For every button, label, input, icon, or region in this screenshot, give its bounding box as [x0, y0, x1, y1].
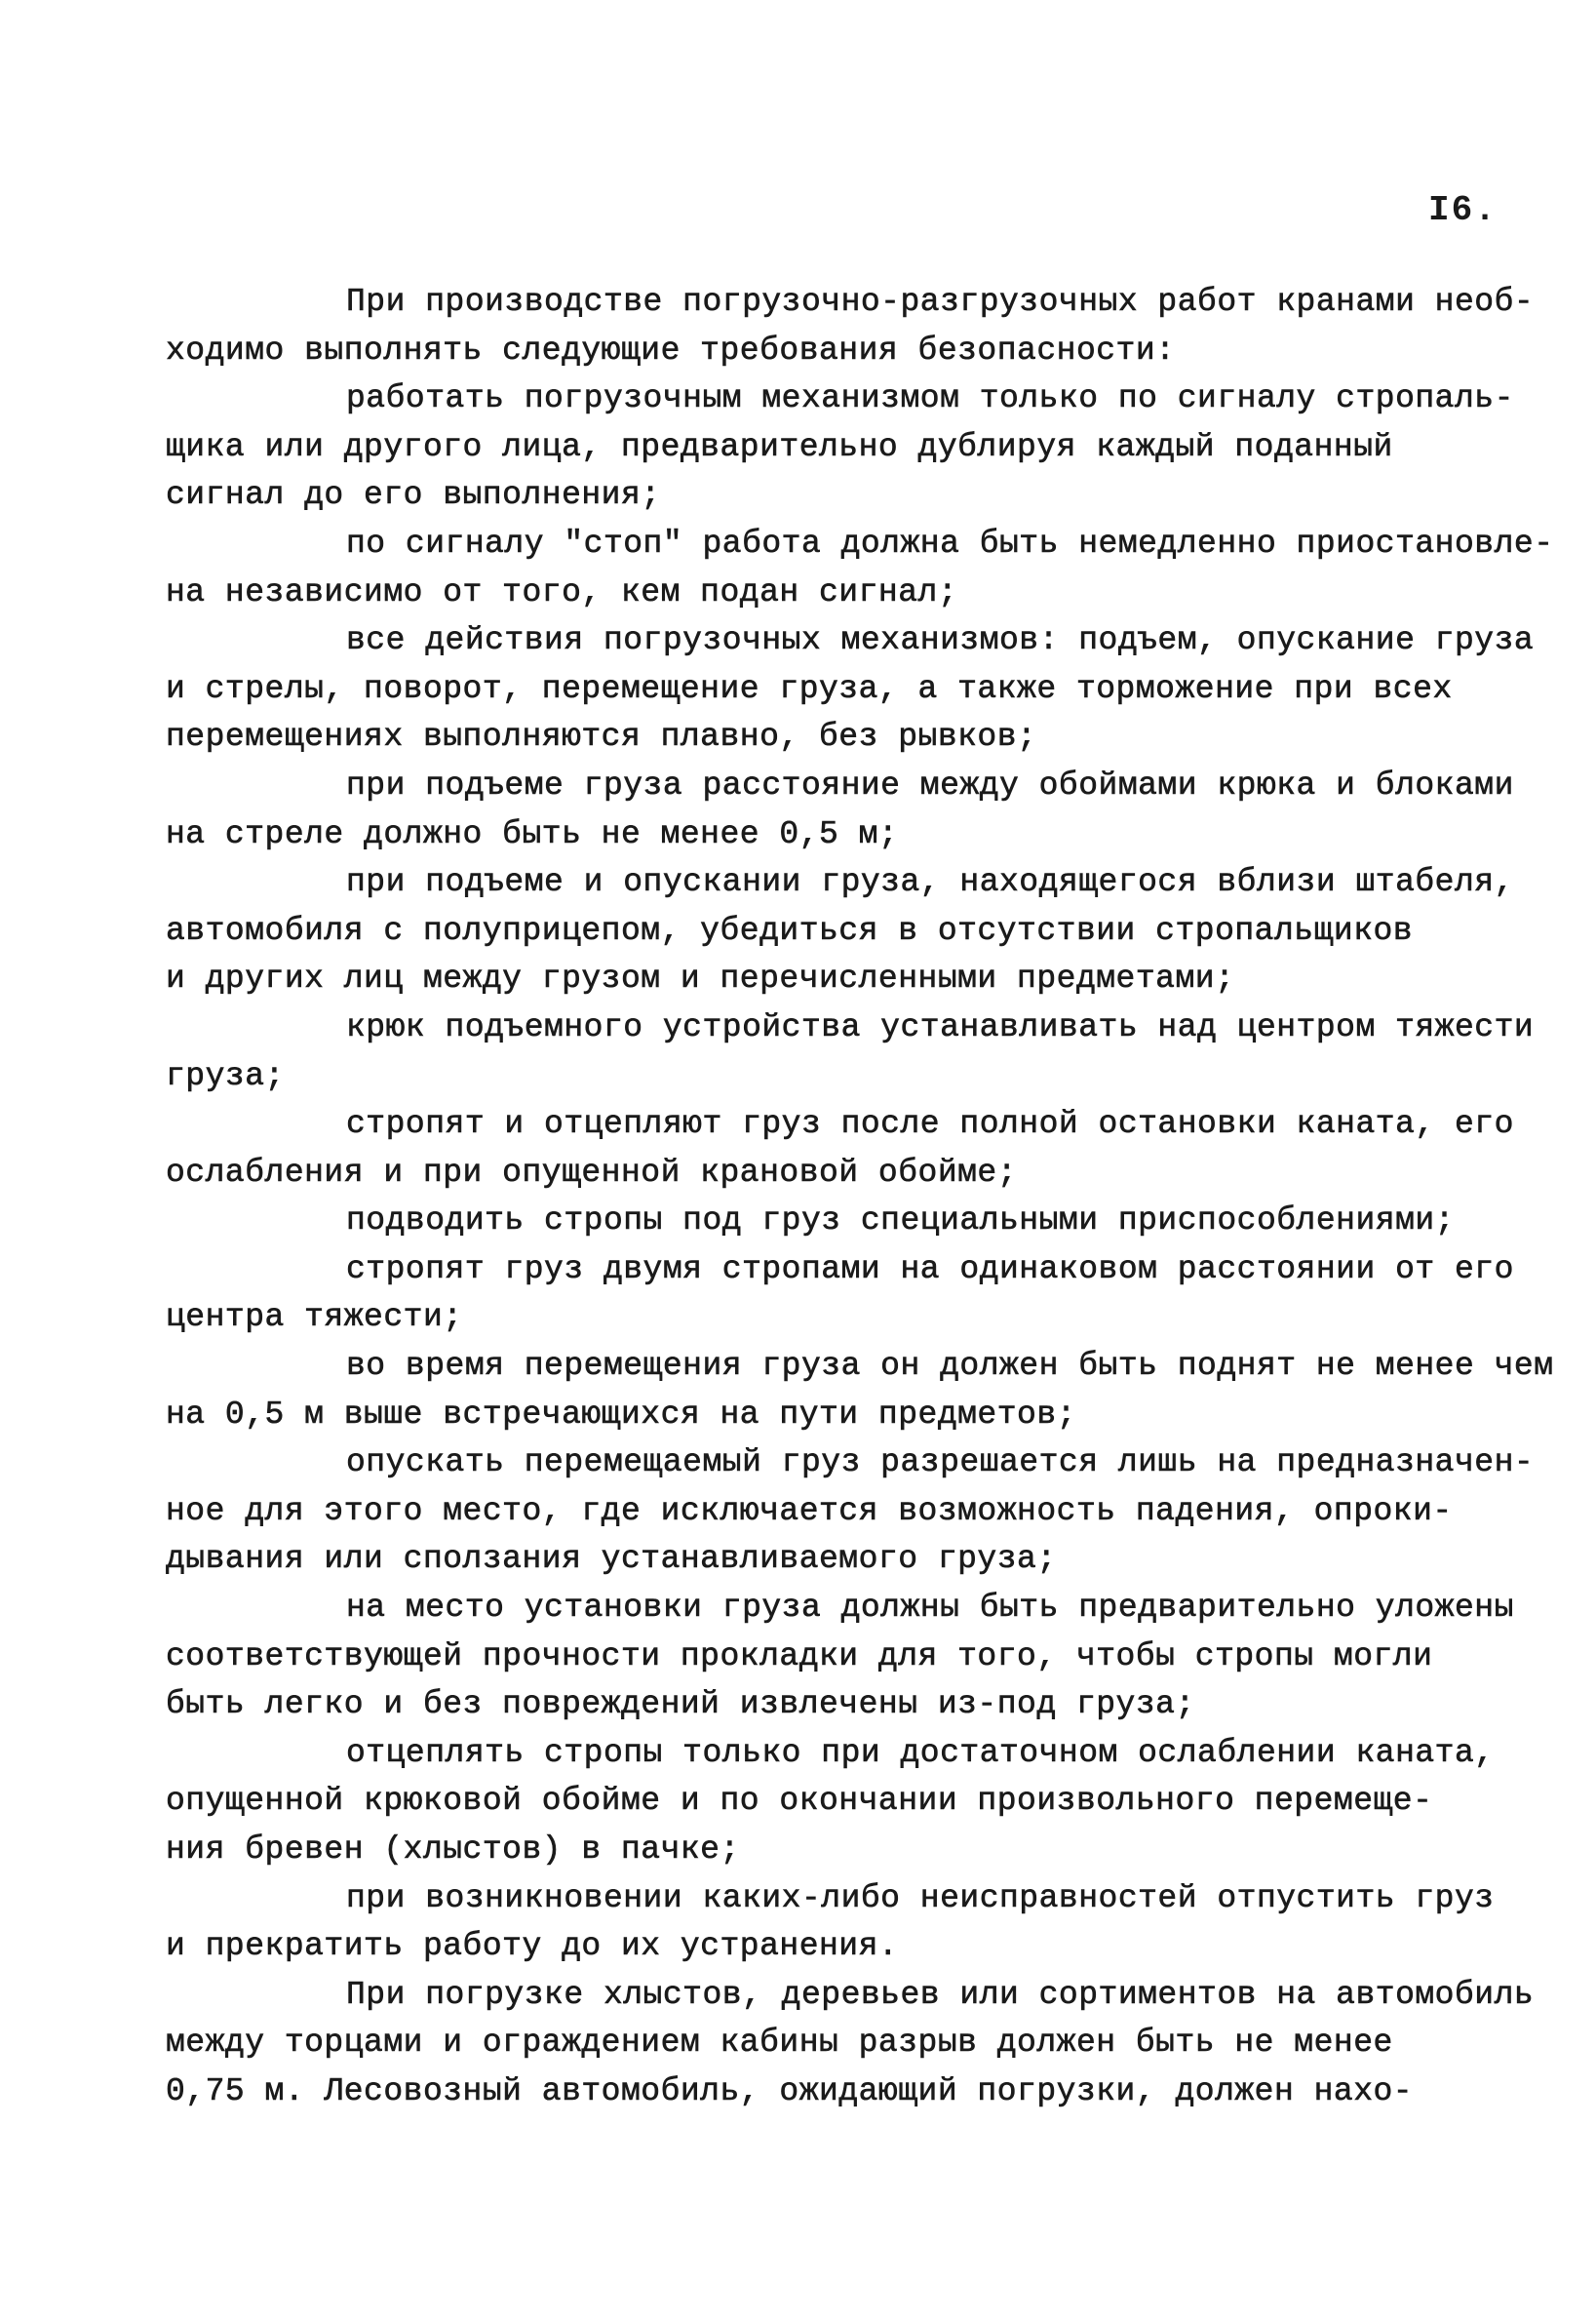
text-line: стропят и отцепляют груз после полной остановки каната, его: [346, 1106, 1514, 1143]
text-line: и прекратить работу до их устранения.: [166, 1928, 899, 1965]
text-line: на стреле должно быть не менее 0,5 м;: [166, 815, 899, 852]
text-line: и стрелы, поворот, перемещение груза, а также торможение при всех: [166, 670, 1453, 707]
text-line: при возникновении каких-либо неисправностей отпустить груз: [346, 1879, 1495, 1916]
text-line: ослабления и при опущенной крановой обойме;: [166, 1154, 1018, 1191]
text-line: на независимо от того, кем подан сигнал;: [166, 573, 958, 610]
text-line: опущенной крюковой обойме и по окончании произвольного перемеще-: [166, 1783, 1433, 1820]
text-line: центра тяжести;: [166, 1299, 463, 1336]
text-line: ния бревен (хлыстов) в пачке;: [166, 1831, 740, 1868]
text-line: щика или другого лица, предварительно дублируя каждый поданный: [166, 428, 1393, 465]
text-line: работать погрузочным механизмом только по сигналу стропаль-: [346, 380, 1514, 417]
text-line: крюк подъемного устройства устанавливать над центром тяжести: [346, 1008, 1535, 1045]
text-line: автомобиля с полуприцепом, убедиться в отсутствии стропальщиков: [166, 912, 1414, 949]
text-line: между торцами и ограждением кабины разрыв должен быть не менее: [166, 2025, 1393, 2062]
text-line: перемещениях выполняются плавно, без рывков;: [166, 719, 1037, 756]
text-line: при подъеме и опускании груза, находящегося вблизи штабеля,: [346, 864, 1514, 901]
text-line: При погрузке хлыстов, деревьев или сортиментов на автомобиль: [346, 1976, 1535, 2013]
text-line: и других лиц между грузом и перечисленными предметами;: [166, 961, 1235, 998]
body-text: [166, 278, 1554, 2116]
text-line: ное для этого место, где исключается возможность падения, опроки-: [166, 1492, 1453, 1529]
text-line: быть легко и без повреждений извлечены из-под груза;: [166, 1686, 1195, 1723]
text-line: на 0,5 м выше встречающихся на пути предметов;: [166, 1396, 1076, 1433]
text-line: дывания или сползания устанавливаемого груза;: [166, 1541, 1057, 1578]
text-line: соответствующей прочности прокладки для того, чтобы стропы могли: [166, 1637, 1433, 1674]
text-line: во время перемещения груза он должен быть поднят не менее чем: [346, 1348, 1554, 1385]
text-line: сигнал до его выполнения;: [166, 477, 661, 514]
text-line: При производстве погрузочно-разгрузочных работ кранами необ-: [346, 284, 1535, 320]
text-line: подводить стропы под груз специальными приспособлениями;: [346, 1202, 1455, 1240]
text-line: груза;: [166, 1057, 285, 1094]
text-line: все действия погрузочных механизмов: подъем, опускание груза: [346, 622, 1535, 659]
text-line: отцеплять стропы только при достаточном ослаблении каната,: [346, 1734, 1495, 1771]
text-line: ходимо выполнять следующие требования безопасности:: [166, 332, 1176, 369]
text-line: на место установки груза должны быть предварительно уложены: [346, 1590, 1514, 1627]
text-line: опускать перемещаемый груз разрешается лишь на предназначен-: [346, 1444, 1535, 1481]
text-line: при подъеме груза расстояние между обоймами крюка и блоками: [346, 767, 1514, 804]
text-line: по сигналу "стоп" работа должна быть немедленно приостановле-: [346, 525, 1554, 562]
page-number: I6.: [1428, 190, 1498, 230]
text-line: 0,75 м. Лесовозный автомобиль, ожидающий погрузки, должен нахо-: [166, 2072, 1414, 2109]
text-line: стропят груз двумя стропами на одинаковом расстоянии от его: [346, 1250, 1514, 1287]
